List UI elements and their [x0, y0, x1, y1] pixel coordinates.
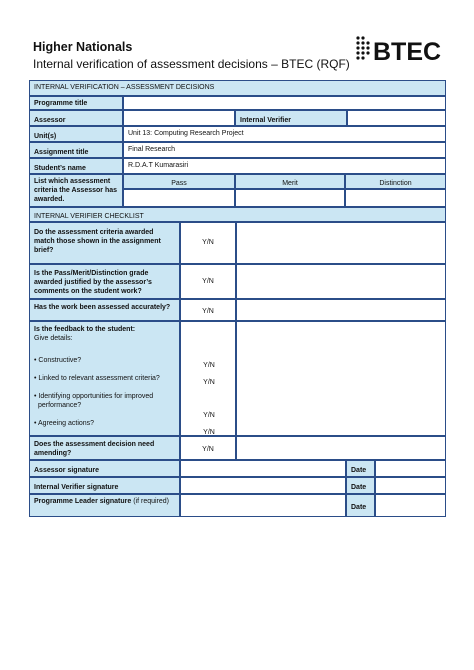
feedback-opportunities: • Identifying opportunities for improved performance?	[34, 393, 154, 409]
student-name-label: Student’s name	[29, 158, 123, 174]
assessor-signature-label: Assessor signature	[29, 460, 180, 477]
programme-title-field[interactable]	[123, 96, 446, 110]
iv-date-label: Date	[346, 477, 375, 494]
yn-grade-justified[interactable]: Y/N	[180, 264, 236, 299]
iv-date-field[interactable]	[375, 477, 446, 494]
feedback-question: Is the feedback to the student:	[34, 326, 136, 333]
yn-constructive[interactable]: Y/N	[203, 362, 215, 369]
feedback-linked-criteria: • Linked to relevant assessment criteria?	[34, 375, 160, 382]
assignment-title-label: Assignment title	[29, 142, 123, 158]
checklist-criteria-match: Do the assessment criteria awarded match those shown in the assignment brief?	[29, 222, 180, 264]
criteria-awarded-label: List which assessment criteria the Assessor has awarded.	[29, 174, 123, 207]
assignment-title-field[interactable]: Final Research	[123, 142, 446, 158]
svg-text:BTEC: BTEC	[373, 38, 442, 66]
programme-leader-date-field[interactable]	[375, 494, 446, 517]
checklist-assessed-accurately: Has the work been assessed accurately?	[29, 299, 180, 321]
assessor-label: Assessor	[29, 110, 123, 126]
units-field[interactable]: Unit 13: Computing Research Project	[123, 126, 446, 142]
section-header-checklist	[29, 207, 446, 222]
yn-opportunities[interactable]: Y/N	[203, 412, 215, 419]
pass-criteria-field[interactable]	[123, 189, 235, 207]
yn-criteria-match[interactable]: Y/N	[180, 222, 236, 264]
programme-leader-label-text: Programme Leader signature	[34, 498, 132, 505]
document-subtitle: Internal verification of assessment decisions – BTEC (RQF)	[33, 57, 350, 71]
comments-grade-justified[interactable]	[236, 264, 446, 299]
student-name-field[interactable]: R.D.A.T Kumarasiri	[123, 158, 446, 174]
assessor-date-label: Date	[346, 460, 375, 477]
programme-leader-signature-field[interactable]	[180, 494, 346, 517]
btec-logo	[354, 34, 446, 66]
checklist-decision-amending: Does the assessment decision need amending?	[29, 436, 180, 460]
section-title: INTERNAL VERIFIER CHECKLIST	[34, 213, 144, 220]
assessor-signature-field[interactable]	[180, 460, 346, 477]
programme-leader-signature-label	[29, 494, 180, 517]
iv-signature-label: Internal Verifier signature	[29, 477, 180, 494]
internal-verifier-field[interactable]	[347, 110, 446, 126]
section-title: INTERNAL VERIFICATION – ASSESSMENT DECISIONS	[34, 84, 215, 91]
yn-feedback-column	[180, 321, 236, 436]
yn-agreeing-actions[interactable]: Y/N	[203, 429, 215, 436]
units-label: Unit(s)	[29, 126, 123, 142]
pass-header: Pass	[123, 174, 235, 189]
merit-header: Merit	[235, 174, 345, 189]
document-title: Higher Nationals	[33, 40, 133, 54]
yn-assessed-accurately[interactable]: Y/N	[180, 299, 236, 321]
yn-linked-criteria[interactable]: Y/N	[203, 379, 215, 386]
comments-criteria-match[interactable]	[236, 222, 446, 264]
programme-title-label: Programme title	[29, 96, 123, 110]
internal-verifier-label: Internal Verifier	[235, 110, 347, 126]
comments-decision-amending[interactable]	[236, 436, 446, 460]
feedback-constructive: • Constructive?	[34, 357, 82, 364]
distinction-criteria-field[interactable]	[345, 189, 446, 207]
iv-signature-field[interactable]	[180, 477, 346, 494]
merit-criteria-field[interactable]	[235, 189, 345, 207]
comments-feedback[interactable]	[236, 321, 446, 436]
section-header-assessment-decisions	[29, 80, 446, 96]
checklist-feedback	[29, 321, 180, 436]
distinction-header: Distinction	[345, 174, 446, 189]
programme-leader-label-suffix: (if required)	[133, 498, 170, 505]
assessor-field[interactable]	[123, 110, 235, 126]
checklist-grade-justified: Is the Pass/Merit/Distinction grade awarded justified by the assessor’s comments on the student work?	[29, 264, 180, 299]
feedback-agreeing-actions: • Agreeing actions?	[34, 420, 95, 427]
feedback-give-details: Give details:	[34, 335, 73, 342]
comments-assessed-accurately[interactable]	[236, 299, 446, 321]
yn-decision-amending[interactable]: Y/N	[180, 436, 236, 460]
assessor-date-field[interactable]	[375, 460, 446, 477]
programme-leader-date-label: Date	[346, 494, 375, 517]
